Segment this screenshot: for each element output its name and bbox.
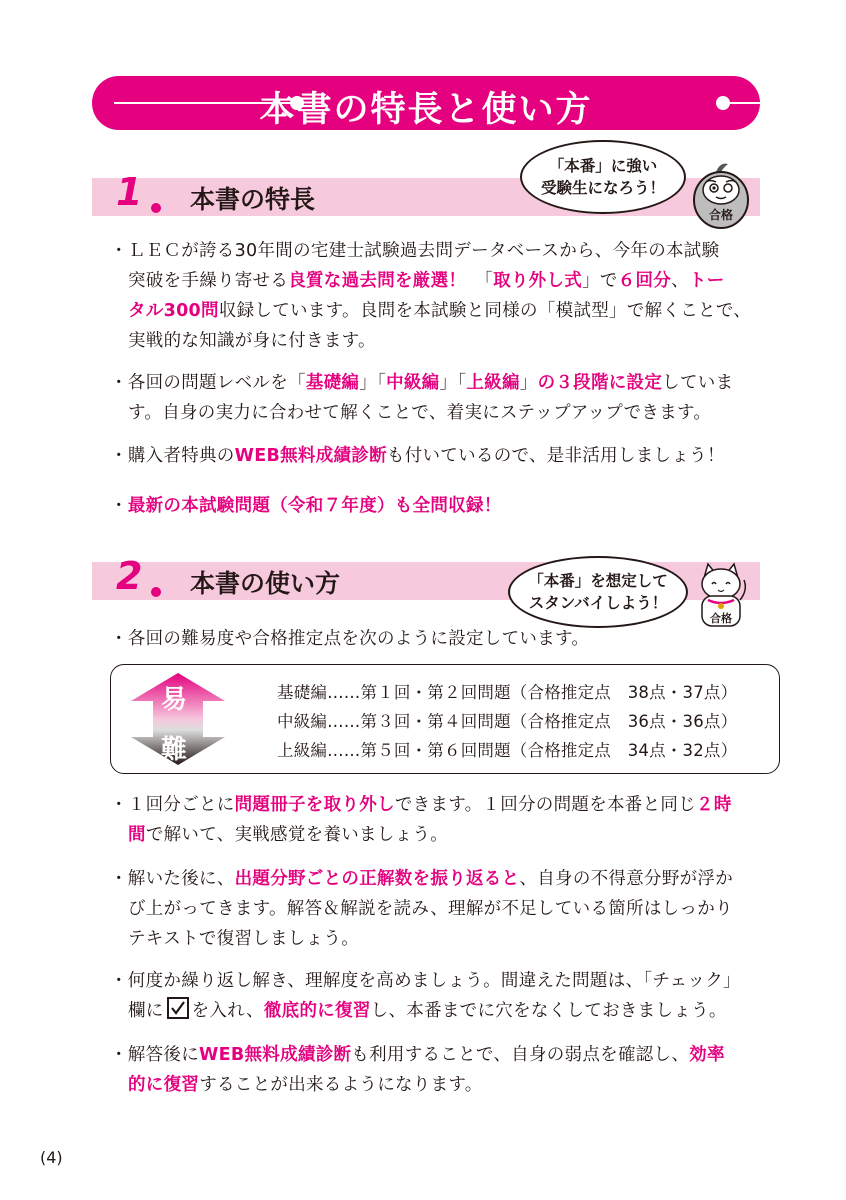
text: で解いて、実戦感覚を養いましょう。 xyxy=(145,825,449,845)
difficulty-level-box xyxy=(110,664,780,774)
text: できます。１回分の問題を本番と同じ xyxy=(394,795,697,815)
highlight: タル300問 xyxy=(128,301,219,321)
text: することが出来るようになります。 xyxy=(199,1075,483,1095)
text: を入れ、 xyxy=(191,1001,264,1021)
section1-item-1 xyxy=(110,236,760,356)
highlight: 中級編 xyxy=(386,373,440,393)
section1-item-4 xyxy=(110,491,760,521)
text: ・解答後に xyxy=(110,1045,199,1065)
section2-item-2 xyxy=(110,864,760,954)
level-row-advanced: 上級編……第５回・第６回問題（合格推定点 34点・32点） xyxy=(277,741,738,760)
daruma-mascot-icon xyxy=(690,160,752,230)
section2-item-3 xyxy=(110,966,760,1026)
bubble-line: 「本番」に強い xyxy=(548,157,658,175)
section2-number: 2 xyxy=(116,554,143,598)
text: び上がってきます。解答＆解説を読み、理解が不足している箇所はしっかり xyxy=(128,899,733,919)
highlight: 徹底的に復習 xyxy=(263,1001,371,1021)
highlight: ２時 xyxy=(696,795,732,815)
text: も利用することで、自身の弱点を確認し、 xyxy=(351,1045,690,1065)
highlight: 取り外し式 xyxy=(493,271,583,291)
lucky-cat-mascot-icon xyxy=(690,556,752,630)
section2-title: 本書の使い方 xyxy=(190,569,341,598)
text: ・ＬＥＣが誇る30年間の宅建士試験過去問データベースから、今年の本試験 xyxy=(110,241,720,261)
section1-number-dot xyxy=(151,203,161,213)
section1-number: 1 xyxy=(116,170,143,214)
highlight: WEB無料成績診断 xyxy=(199,1045,352,1065)
bubble-line: 受験生になろう！ xyxy=(540,179,665,197)
text: ・各回の問題レベルを「 xyxy=(110,373,306,393)
text: テキストで復習しましょう。 xyxy=(128,929,360,949)
section2-speech-bubble xyxy=(508,556,688,628)
text: ・各回の難易度や合格推定点を次のように設定しています。 xyxy=(110,629,590,649)
section1-item-2 xyxy=(110,368,760,428)
text: 実戦的な知識が身に付きます。 xyxy=(128,331,376,351)
section1-speech-bubble xyxy=(520,140,686,214)
bubble-line: スタンバイしよう！ xyxy=(528,594,668,612)
text: 」「 xyxy=(359,373,387,393)
section2-item-1 xyxy=(110,790,760,850)
text: 突破を手繰り寄せる xyxy=(128,271,289,291)
text: ・解いた後に、 xyxy=(110,869,235,889)
text: ・１回分ごとに xyxy=(110,795,235,815)
section2-intro xyxy=(110,624,760,654)
text: 」「 xyxy=(439,373,467,393)
text: 」 xyxy=(519,373,538,393)
text: し、本番までに穴をなくしておきましょう。 xyxy=(370,1001,727,1021)
text: 「 xyxy=(484,271,494,291)
level-row-basic: 基礎編……第１回・第２回問題（合格推定点 38点・37点） xyxy=(277,683,738,702)
highlight: の３段階に設定 xyxy=(537,373,663,393)
highlight: 良質な過去問を厳選！ xyxy=(288,271,467,291)
hard-label: 難 xyxy=(161,735,188,765)
text: す。自身の実力に合わせて解くことで、着実にステップアップできます。 xyxy=(128,403,712,423)
page-title: 本書の特長と使い方 xyxy=(259,90,593,130)
highlight: 上級編 xyxy=(466,373,520,393)
highlight: 最新の本試験問題（令和７年度）も全問収録！ xyxy=(127,496,502,516)
easy-label: 易 xyxy=(161,685,188,715)
text: していま xyxy=(662,373,734,393)
text: 、 xyxy=(671,271,689,291)
section1-title: 本書の特長 xyxy=(190,185,316,214)
title-banner xyxy=(92,76,760,130)
highlight: 出題分野ごとの正解数を振り返ると xyxy=(234,869,520,889)
text: ・何度か繰り返し解き、理解度を高めましょう。間違えた問題は、「チェック」 xyxy=(110,971,741,991)
level-row-intermediate: 中級編……第３回・第４回問題（合格推定点 36点・36点） xyxy=(277,712,738,731)
text: 欄に xyxy=(128,1001,164,1021)
text: も付いているので、是非活用しましょう！ xyxy=(386,446,725,466)
text: 、自身の不得意分野が浮か xyxy=(519,869,734,889)
text: ・ xyxy=(110,496,128,516)
highlight: 問題冊子を取り外し xyxy=(234,795,395,815)
highlight: 間 xyxy=(128,825,146,845)
highlight: 効率 xyxy=(689,1045,725,1065)
text: 」で xyxy=(582,271,618,291)
highlight: 的に復習 xyxy=(128,1075,200,1095)
text: ・購入者特典の xyxy=(110,446,235,466)
highlight: WEB無料成績診断 xyxy=(234,446,387,466)
mascot-text: 合格 xyxy=(708,208,734,222)
bubble-line: 「本番」を想定して xyxy=(528,572,668,590)
page-number: (4) xyxy=(40,1148,63,1167)
mascot-text: 合格 xyxy=(710,612,732,625)
text: 収録しています。良問を本試験と同様の「模試型」で解くことで、 xyxy=(218,301,752,321)
highlight: トー xyxy=(688,271,725,291)
checkmark-box-icon xyxy=(167,997,189,1019)
section2-item-4 xyxy=(110,1040,760,1100)
highlight: 基礎編 xyxy=(305,373,360,393)
highlight: ６回分 xyxy=(617,271,672,291)
section1-item-3 xyxy=(110,441,760,471)
section2-number-dot xyxy=(151,587,161,597)
